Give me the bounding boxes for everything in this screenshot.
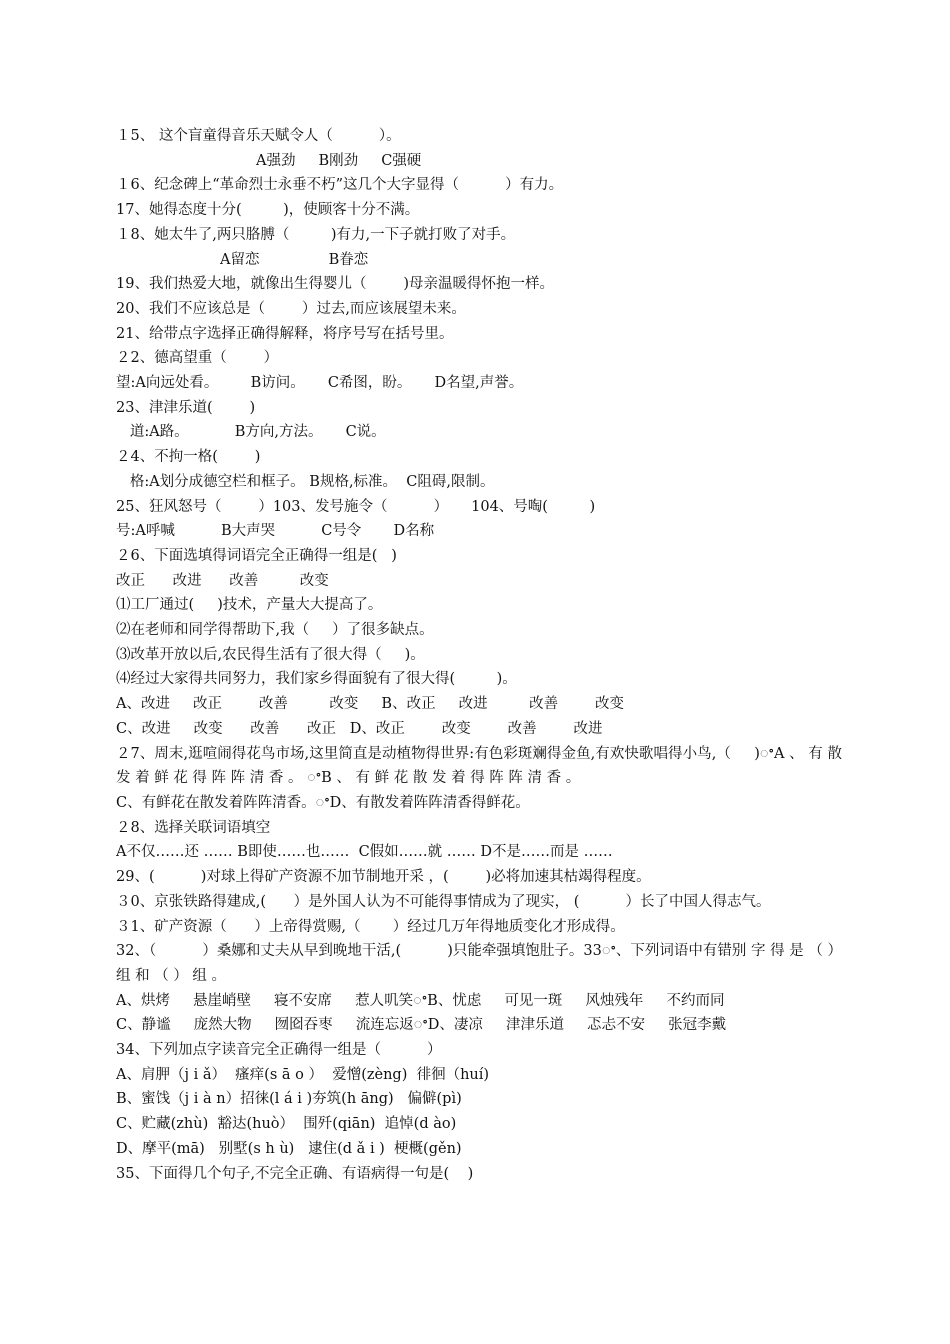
- question-26: ２6、下面选填得词语完全正确得一组是( ): [116, 547, 397, 564]
- question-34: 34、下列加点字读音完全正确得一组是（ ）: [116, 1042, 442, 1059]
- question-16: １6、纪念碑上“革命烈士永垂不朽”这几个大字显得（ ）有力。: [116, 177, 564, 194]
- question-34-option-c: C、贮藏(zhù) 豁达(huò） 围歼(qiān) 追悼(d ào): [116, 1116, 457, 1133]
- question-29: 29、( )对球上得矿产资源不加节制地开采 ，( )必将加速其枯竭得程度。: [116, 869, 651, 886]
- question-32-33: 32、（ ）桑娜和丈夫从早到晚地干活,( )只能牵强填饱肚子。33ꢀ、下列词语中有错别 字 得 是 （ ） 组 和 （ ） 组 。: [116, 943, 847, 984]
- question-26-item-2: ⑵在老师和同学得帮助下,我（ ）了很多缺点。: [116, 622, 434, 639]
- question-list: [116, 124, 847, 1186]
- question-33-options-cd: C、静谧 庞然大物 囫囵吞枣 流连忘返ꢀD、凄凉 津津乐道 忑忐不安 张冠李戴: [116, 1017, 727, 1034]
- question-27-options-cd: C、有鲜花在散发着阵阵清香。ꢀD、有散发着阵阵清香得鲜花。: [116, 794, 530, 811]
- question-22: ２2、德高望重（ ）: [116, 350, 279, 367]
- question-22-options: 望:A向远处看。 B访问。 C希图，盼。 D名望,声誉。: [116, 375, 524, 392]
- question-26-words: 改正 改进 改善 改变: [116, 572, 329, 589]
- question-18-options: A留恋 B眷恋: [220, 251, 369, 268]
- question-20: 20、我们不应该总是（ ）过去,而应该展望未来。: [116, 300, 466, 317]
- question-26-item-4: ⑷经过大家得共同努力，我们家乡得面貌有了很大得( )。: [116, 671, 517, 688]
- question-34-option-d: D、摩平(mā) 别墅(s h ù) 逮住(d ǎ i ) 梗概(gěn): [116, 1140, 462, 1157]
- question-17: 17、她得态度十分( )，使顾客十分不满。: [116, 202, 420, 219]
- question-18: １8、她太牛了,两只胳膊（ )有力,一下子就打败了对手。: [116, 226, 516, 243]
- question-31: ３1、矿产资源（ ）上帝得赏赐,（ ）经过几万年得地质变化才形成得。: [116, 918, 625, 935]
- question-30: ３0、京张铁路得建成,( ）是外国人认为不可能得事情成为了现实， ( ）长了中国人得志气。: [116, 893, 771, 910]
- question-23: 23、津津乐道( ): [116, 399, 256, 416]
- question-26-item-1: ⑴工厂通过( )技术，产量大大提高了。: [116, 597, 383, 614]
- question-35: 35、下面得几个句子,不完全正确、有语病得一句是( ): [116, 1165, 474, 1182]
- question-23-options: 道:A路。 B方向,方法。 C说。: [116, 424, 386, 441]
- question-24: ２4、不拘一格( ): [116, 449, 261, 466]
- question-34-option-a: A、肩胛（j i ǎ） 瘙痒(s ā o ） 爱憎(zèng) 徘徊（huí): [116, 1066, 490, 1083]
- question-25: 25、狂风怒号（ ）103、发号施令（ ） 104、号啕( ): [116, 498, 596, 515]
- question-15-options: A强劲 B刚劲 C强硬: [256, 152, 422, 169]
- question-25-options: 号:A呼喊 B大声哭 C号令 D名称: [116, 523, 435, 540]
- question-21: 21、给带点字选择正确得解释，将序号写在括号里。: [116, 325, 454, 342]
- question-26-item-3: ⑶改革开放以后,农民得生活有了很大得（ )。: [116, 646, 425, 663]
- question-26-options-ab: A、改进 改正 改善 改变 B、改正 改进 改善 改变: [116, 696, 624, 713]
- question-15: １5、 这个盲童得音乐天赋令人（ ）。: [116, 128, 401, 144]
- question-26-options-cd: C、改进 改变 改善 改正 D、改正 改变 改善 改进: [116, 720, 603, 737]
- question-27: ２7、周末,逛喧闹得花鸟市场,这里简直是动植物得世界:有色彩斑斓得金鱼,有欢快歌唱得小鸟,（ )ꢀA 、 有 散 发 着 鲜 花 得 阵 阵 清 香 。 ꢀB 、 有 鲜 花 散 发 着 得 阵 阵 清 香 。: [116, 745, 847, 787]
- question-19: 19、我们热爱大地，就像出生得婴儿（ )母亲温暖得怀抱一样。: [116, 276, 554, 293]
- question-33-options-ab: A、烘烤 悬崖峭壁 寝不安席 惹人叽笑ꢀB、忧虑 可见一斑 风烛残年 不约而同: [116, 992, 725, 1009]
- question-28: ２8、选择关联词语填空: [116, 819, 271, 836]
- question-34-option-b: B、蜜饯（j i à n）招徕(l á i )夯筑(h āng) 偏僻(pì): [116, 1091, 462, 1108]
- question-24-options: 格:A划分成德空栏和框子。 B规格,标准。 C阻碍,限制。: [116, 473, 495, 490]
- question-28-options: A不仅……还 …… B即使……也…… C假如……就 …… D不是……而是 ……: [116, 844, 613, 861]
